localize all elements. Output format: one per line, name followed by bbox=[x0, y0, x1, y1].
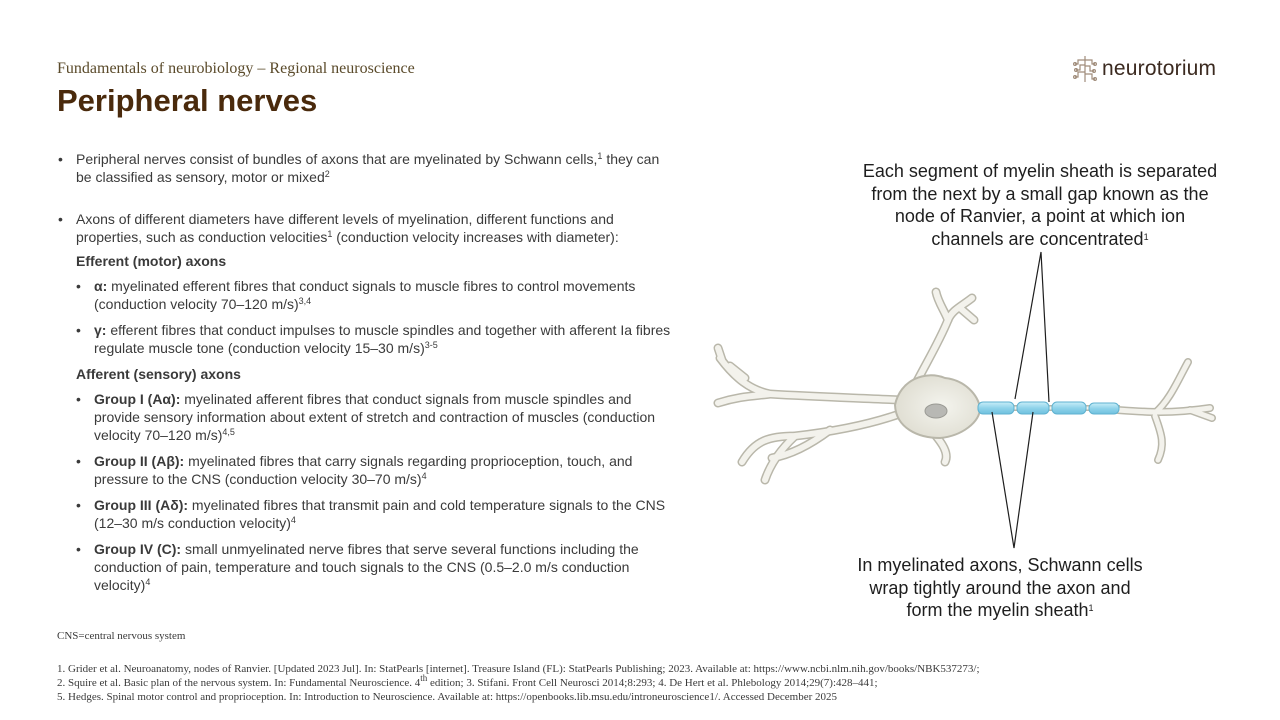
item-text: myelinated fibres that carry signals regarding proprioception, touch, and pressure to the CNS (conduction velocity 30–70 m/s) bbox=[94, 453, 633, 487]
logo-text: neurotorium bbox=[1102, 57, 1217, 80]
afferent-group-ii-item bbox=[57, 452, 677, 488]
schwann-cells-callout bbox=[850, 554, 1150, 622]
efferent-alpha-item bbox=[57, 277, 677, 313]
bullet-text: Axons of different diameters have different levels of myelination, different functions and properties, such as conduction velocities bbox=[76, 211, 614, 245]
node-of-ranvier-callout bbox=[860, 160, 1220, 250]
slide-title: Peripheral nerves bbox=[57, 83, 318, 118]
citation: 1 bbox=[327, 229, 333, 239]
myelin-sheath bbox=[978, 402, 1119, 414]
item-label: Group IV (C): bbox=[94, 541, 182, 557]
bullet-text: they can be classified as sensory, motor or mixed bbox=[76, 151, 660, 185]
superscript: th bbox=[420, 673, 428, 683]
efferent-gamma-item bbox=[57, 321, 677, 357]
citation: 4,5 bbox=[222, 427, 235, 437]
citation: 3-5 bbox=[424, 340, 438, 350]
slide-subtitle: Fundamentals of neurobiology – Regional neuroscience bbox=[57, 60, 415, 77]
logo bbox=[1072, 54, 1216, 84]
item-text: small unmyelinated nerve fibres that serve several functions including the conduction of pain, temperature and touch signals to the CNS (0.5–2.0 m/s conduction velocity) bbox=[94, 541, 639, 593]
item-text: myelinated fibres that transmit pain and cold temperature signals to the CNS (12–30 m/s conduction velocity) bbox=[94, 497, 666, 531]
reference-line bbox=[57, 673, 980, 690]
item-text: efferent fibres that conduct impulses to muscle spindles and together with afferent Ia fibres regulate muscle tone (conduction velocity 15–30 m/s) bbox=[94, 322, 671, 356]
axon-terminals bbox=[1118, 362, 1212, 460]
bullet-text: Peripheral nerves consist of bundles of axons that are myelinated by Schwann cells, bbox=[76, 151, 598, 167]
callout-text: Each segment of myelin sheath is separated from the next by a small gap known as the node of Ranvier, a point at which ion channels are concentrated bbox=[862, 161, 1218, 249]
main-content bbox=[57, 150, 677, 602]
references bbox=[57, 662, 980, 704]
myelinated-neuron-illustration bbox=[700, 240, 1230, 560]
citation: 3,4 bbox=[298, 296, 312, 306]
item-label: Group II (Aβ): bbox=[94, 453, 185, 469]
bullet-peripheral-nerves bbox=[57, 150, 677, 186]
afferent-group-iv-item bbox=[57, 540, 677, 594]
bullet-axon-diameters bbox=[57, 210, 677, 246]
nucleus bbox=[925, 404, 947, 418]
item-label: Group I (Aα): bbox=[94, 391, 181, 407]
reference-text: 2. Squire et al. Basic plan of the nervous system. In: Fundamental Neuroscience. 4 bbox=[57, 677, 421, 689]
citation: 4 bbox=[290, 515, 296, 525]
reference-text: edition; 3. Stifani. Front Cell Neurosci 2014;8:293; 4. De Hert et al. Phlebology 2014;29(7):428–441; bbox=[427, 677, 878, 689]
neurotorium-logo-icon bbox=[1072, 54, 1098, 84]
item-label: Group III (Aδ): bbox=[94, 497, 189, 513]
callout-pointers bbox=[992, 252, 1049, 548]
citation: 4 bbox=[421, 471, 427, 481]
citation: 4 bbox=[145, 577, 151, 587]
reference-line: 1. Grider et al. Neuroanatomy, nodes of Ranvier. [Updated 2023 Jul]. In: StatPearls [internet]. Treasure Island (FL): StatPearls Publishing; 2023. Available at: https://www.ncbi.nlm.nih.gov/books/NBK537273/; bbox=[57, 663, 980, 675]
citation: 1 bbox=[1143, 231, 1149, 242]
item-label: α: bbox=[94, 278, 108, 294]
reference-line: 5. Hedges. Spinal motor control and proprioception. In: Introduction to Neuroscience. Available at: https://openbooks.lib.msu.edu/introneuroscience1/. Accessed December 2025 bbox=[57, 691, 837, 703]
citation: 1 bbox=[597, 151, 603, 161]
citation: 1 bbox=[1088, 603, 1094, 613]
item-label: γ: bbox=[94, 322, 107, 338]
bullet-text: (conduction velocity increases with diameter): bbox=[332, 229, 619, 245]
afferent-heading: Afferent (sensory) axons bbox=[76, 366, 241, 382]
afferent-group-i-item bbox=[57, 390, 677, 444]
callout-text: In myelinated axons, Schwann cells wrap tightly around the axon and form the myelin sheath bbox=[857, 555, 1143, 620]
citation: 2 bbox=[324, 169, 330, 179]
afferent-group-iii-item bbox=[57, 496, 677, 532]
item-text: myelinated efferent fibres that conduct signals to muscle fibres to control movements (conduction velocity 70–120 m/s) bbox=[94, 278, 636, 312]
item-text: myelinated afferent fibres that conduct signals from muscle spindles and provide sensory information about extent of stretch and contraction of muscles (conduction velocity 70–120 m/s) bbox=[94, 391, 656, 443]
abbreviations: CNS=central nervous system bbox=[57, 630, 186, 642]
efferent-heading: Efferent (motor) axons bbox=[76, 253, 227, 269]
